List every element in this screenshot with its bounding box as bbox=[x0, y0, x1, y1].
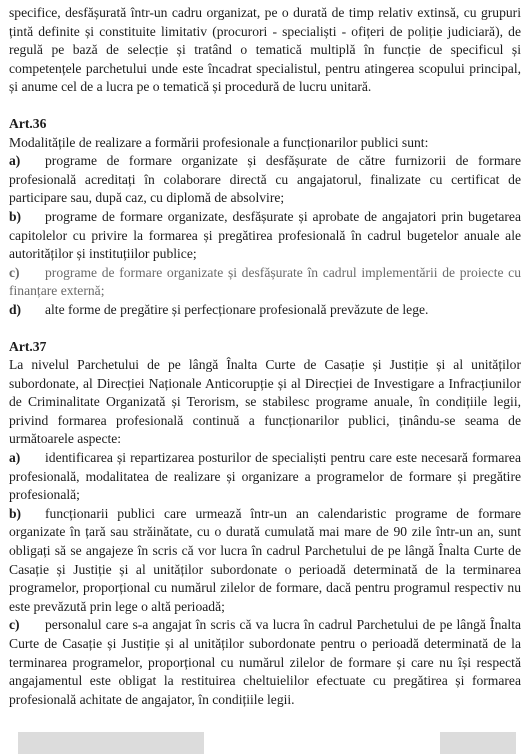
article-36-lead: Modalitățile de realizare a formării profesionale a funcționarilor publici sunt: bbox=[9, 134, 429, 150]
item-marker: b) bbox=[9, 208, 22, 224]
item-text: programe de formare organizate și desfășurate în cadrul implementării de proiecte cu finanțare externă; bbox=[9, 264, 521, 299]
item-marker: d) bbox=[9, 301, 22, 317]
article-36-item-a bbox=[9, 152, 521, 208]
item-text: identificarea și repartizarea posturilor de specialiști pentru care este necesară formarea profesională, modalitatea de realizare și organizare a programelor de formare și pregătire profesională; bbox=[9, 450, 521, 503]
article-37-item-a bbox=[9, 449, 521, 505]
redaction-block-right bbox=[440, 732, 516, 754]
item-text: programe de formare organizate și desfășurate de către furnizorii de formare profesională acreditați în colaborare directă cu angajatorul, finalizate cu certificat de participare sau, după caz, cu diplomă de absolvire; bbox=[9, 153, 521, 206]
item-marker: a) bbox=[9, 450, 21, 466]
item-marker: b) bbox=[9, 505, 22, 521]
document-page bbox=[9, 4, 521, 709]
item-marker: c) bbox=[9, 264, 20, 280]
article-36-item-b bbox=[9, 208, 521, 264]
intro-paragraph: specifice, desfășurată într-un cadru organizat, pe o durată de timp relativ extinsă, cu grupuri țintă definite și constituite limitativ (procurori - specialiști - ofițeri de poliție judiciară), de regulă pe bază de selecție și tratând o tematică multiplă în funcție de specificul și competențele parchetului unde este încadrat specialistul, pentru atingerea scopului principal, și anume cel de a lucra pe o tematică și procedură de lucru unitară. bbox=[9, 5, 521, 95]
article-37-item-c bbox=[9, 616, 521, 709]
item-marker: a) bbox=[9, 153, 21, 169]
item-marker: c) bbox=[9, 617, 20, 633]
article-36-item-d bbox=[9, 301, 521, 320]
spacer bbox=[9, 97, 521, 115]
spacer bbox=[9, 320, 521, 338]
article-37-title: Art.37 bbox=[9, 338, 47, 354]
item-text: personalul care s-a angajat în scris că va lucra în cadrul Parchetului de pe lângă Înalta Curte de Casație și Justiție și al unităților subordonate pentru o perioadă determinată de la terminarea programelor, proporțional cu numărul zilelor de formare și care nu își respectă angajamentul este obligat la restituirea cheltuielilor efectuate cu pregătirea și formarea profesională achitate de angajator, în condițiile legii. bbox=[9, 617, 521, 707]
article-36-title: Art.36 bbox=[9, 115, 47, 131]
item-text: programe de formare organizate, desfășurate și aprobate de angajatori prin bugetarea capitolelor cu privire la formarea și pregătirea profesională în cadrul bugetelor anuale ale autorităților și instituțiilor publice; bbox=[9, 208, 521, 262]
article-37-lead: La nivelul Parchetului de pe lângă Înalta Curte de Casație și Justiție și al unităților subordonate, al Direcției Naționale Anticorupție și al Direcției de Investigare a Infracțiunilor de Criminalitate Organizată și Terorism, se stabilesc programe anuale, în condițiile legii, privind formarea profesională continuă a funcționarilor publici, ținându-se seama de următoarele aspecte: bbox=[9, 357, 521, 447]
item-text: alte forme de pregătire și perfecționare profesională prevăzute de lege. bbox=[45, 301, 429, 317]
redaction-block-left bbox=[18, 732, 204, 754]
article-36-item-c bbox=[9, 264, 521, 301]
item-text: funcționarii publici care urmează într-un an calendaristic programe de formare organizate în țară sau străinătate, cu o durată cumulată mai mare de 90 zile într-un an, sunt obligați să se angajeze în scris că vor lucra în cadrul Parchetului de pe lângă Înalta Curte de Casație și Justiție și al unităților subordonate o perioadă determinată de la terminarea programelor, proporțional cu numărul zilelor de formare, dacă pentru programul respectiv nu este prevăzută prin lege o altă perioadă; bbox=[9, 505, 521, 614]
article-37-item-b bbox=[9, 505, 521, 617]
